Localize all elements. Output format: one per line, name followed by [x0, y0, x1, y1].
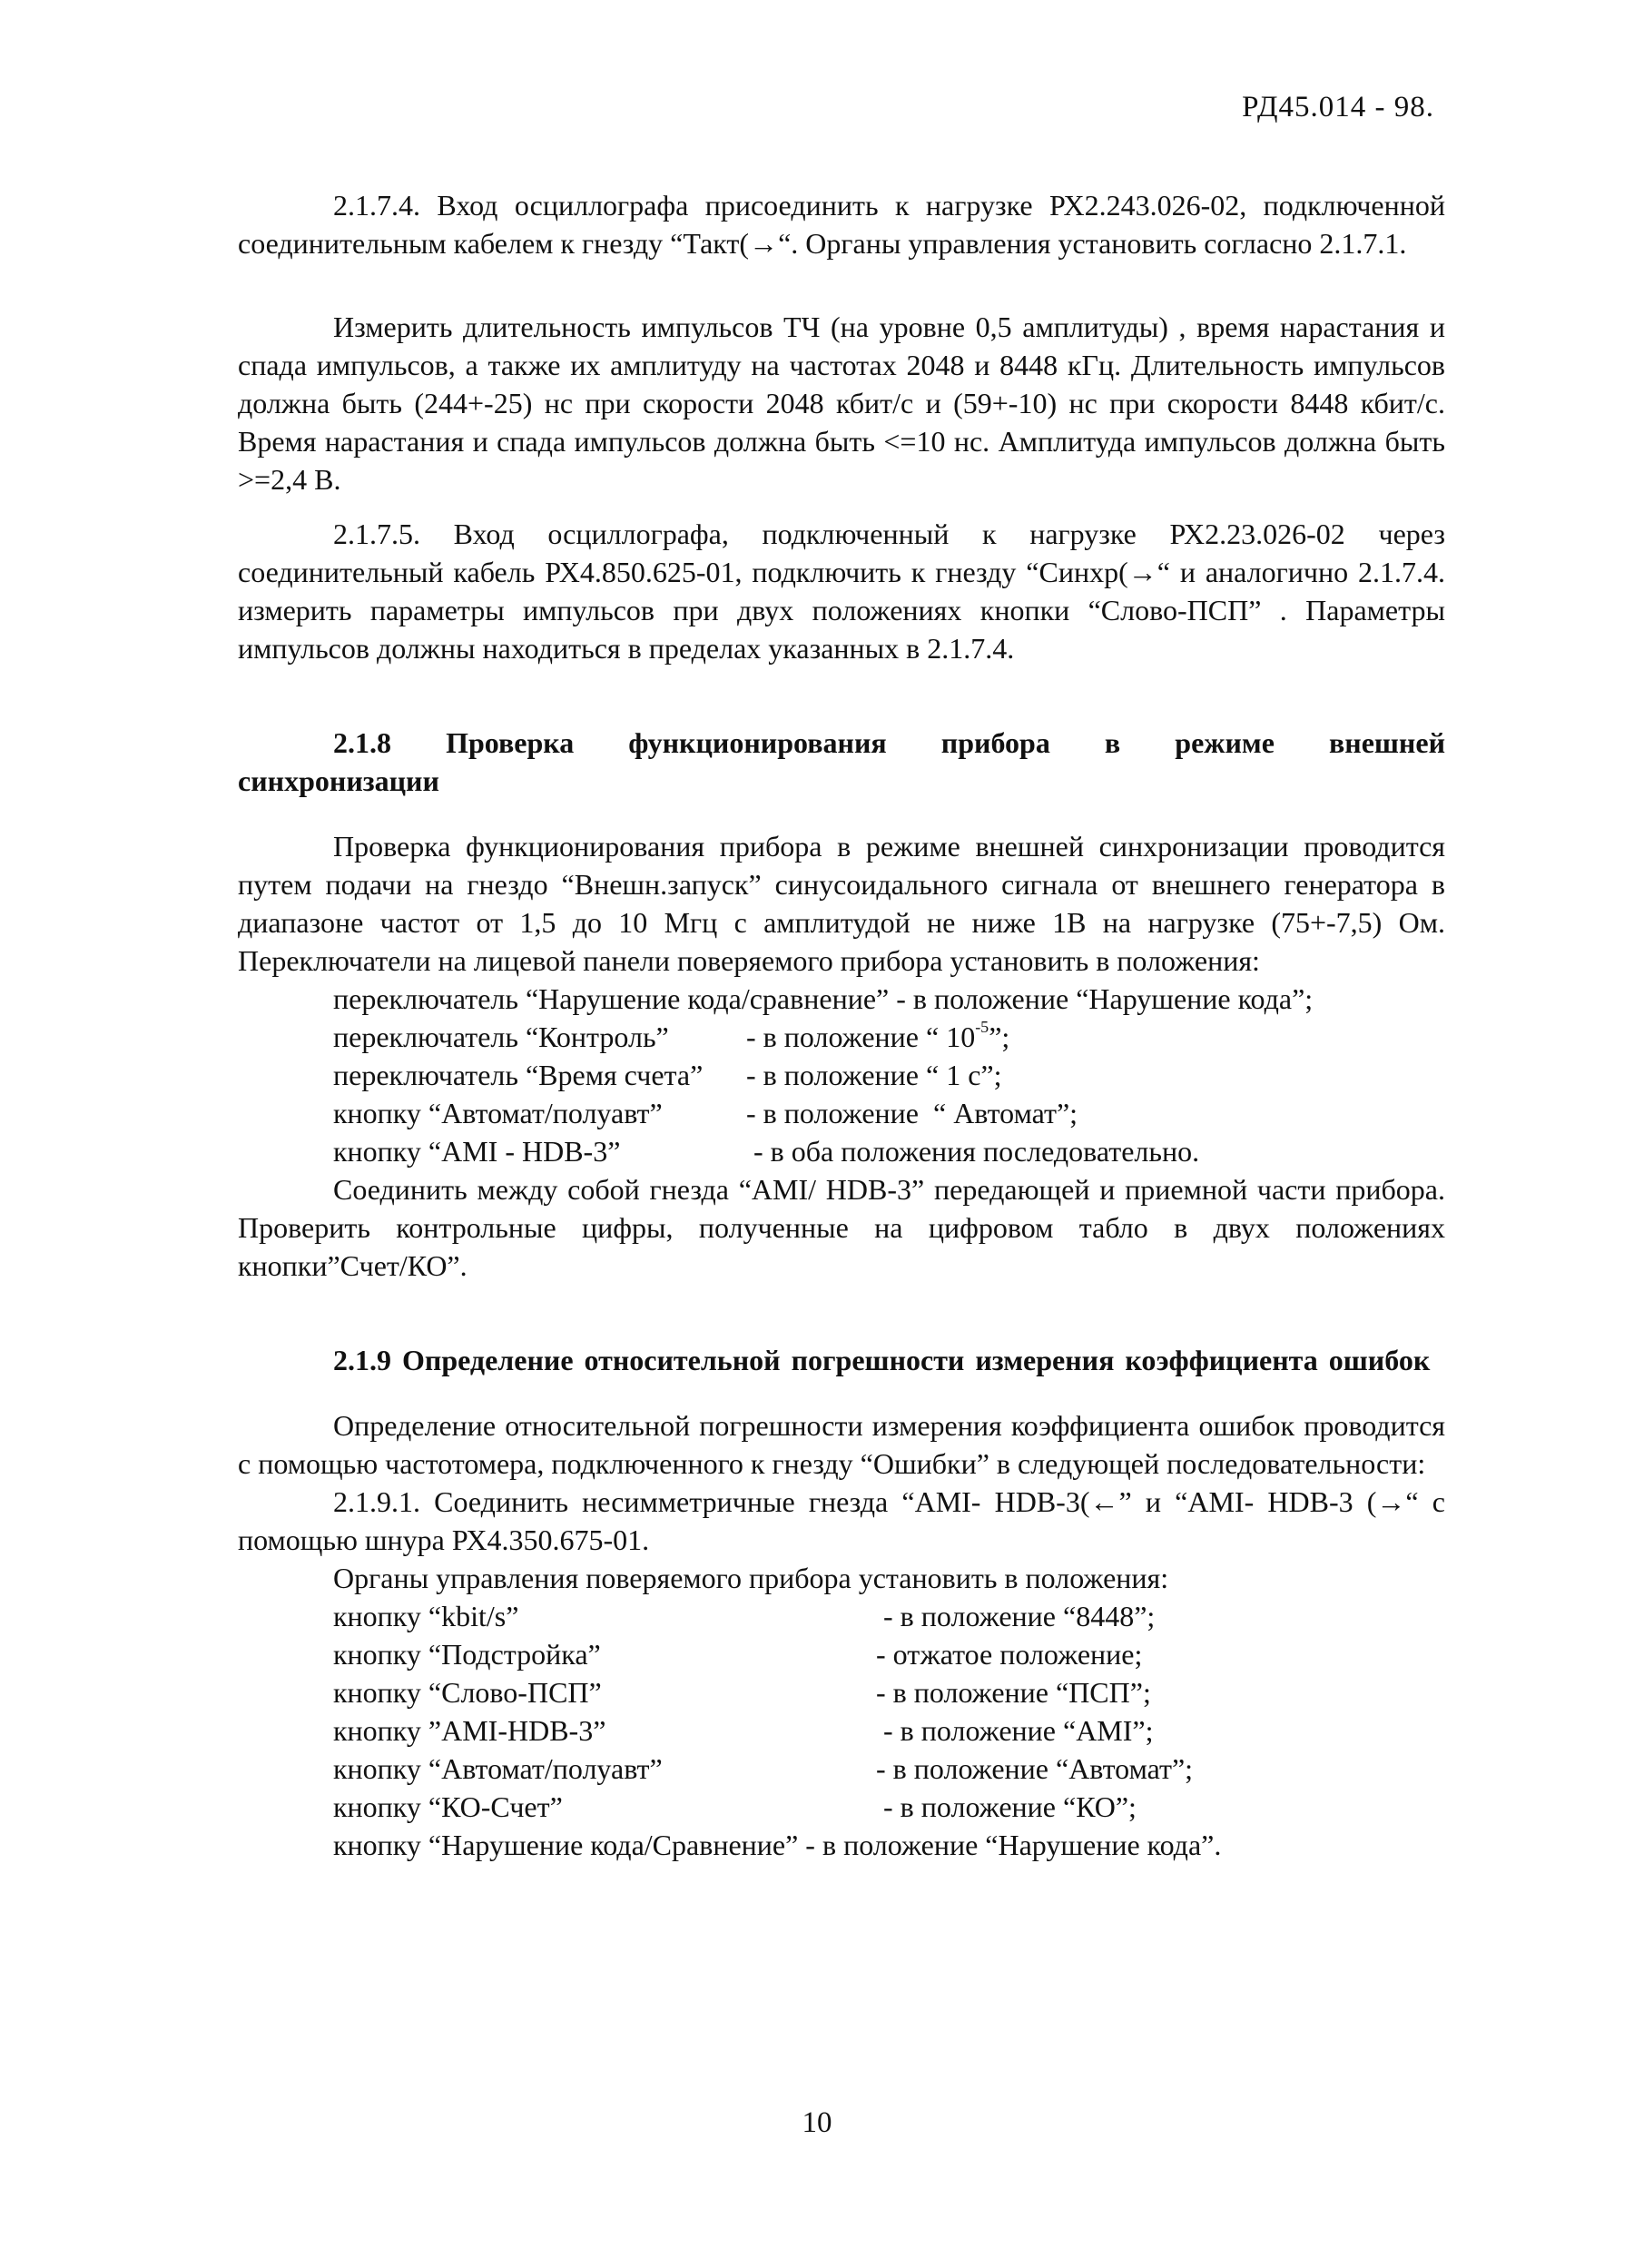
page-number: 10 — [802, 2106, 832, 2139]
setting-value: - в положение “Нарушение кода”. — [798, 1829, 1222, 1861]
setting-control: кнопку “Слово-ПСП” — [333, 1676, 602, 1709]
setting-value: - в положение “ 1 с”; — [746, 1059, 1002, 1091]
settings-row — [333, 1711, 1445, 1750]
settings-row — [333, 1056, 1445, 1094]
paragraph-218: Проверка функционирования прибора в режиме внешней синхронизации проводится путем подачи на гнездо “Внешн.запуск” синусоидального сигнала от внешнего генератора в диапазоне частот от 1,5 до 10 Мгц с амплитудой не ниже 1В на нагрузке (75+-7,5) Ом. Переключатели на лицевой панели поверяемого прибора установить в положения: — [238, 830, 1445, 977]
section-heading-219: 2.1.9 Определение относительной погрешности измерения коэффициента ошибок — [333, 1344, 1431, 1376]
paragraph-2174: 2.1.7.4. Вход осциллографа присоединить к нагрузке РХ2.243.026-02, подключенной соединительным кабелем к гнезду “Такт(→“. Органы управления установить согласно 2.1.7.1. — [238, 189, 1445, 260]
paragraph-2174-measure: Измерить длительность импульсов ТЧ (на уровне 0,5 амплитуды) , время нарастания и спада импульсов, а также их амплитуду на частотах 2048 и 8448 кГц. Длительность импульсов должна быть (244+-25) нс при скорости 2048 кбит/с и (59+-10) нс при скорости 8448 кбит/с. Время нарастания и спада импульсов должна быть <=10 нс. Амплитуда импульсов должна быть >=2,4 В. — [238, 311, 1445, 496]
paragraph-219-controls: Органы управления поверяемого прибора установить в положения: — [333, 1562, 1169, 1594]
setting-value: - в положение “8448”; — [869, 1600, 1156, 1632]
setting-value: - отжатое положение; — [869, 1638, 1143, 1671]
setting-value: - в положение “AMI”; — [869, 1714, 1154, 1747]
settings-row — [333, 1750, 1445, 1788]
settings-row — [333, 1018, 1445, 1056]
settings-row — [333, 1788, 1445, 1826]
exponent: -5 — [975, 1018, 989, 1037]
setting-control: кнопку “kbit/s” — [333, 1600, 519, 1632]
setting-control: кнопку “Подстройка” — [333, 1638, 601, 1671]
settings-row — [333, 980, 1445, 1018]
setting-control: кнопку ”AMI-HDB-3” — [333, 1714, 606, 1747]
setting-value-tail: ”; — [989, 1021, 1010, 1053]
setting-control: кнопку “Автомат/полуавт” — [333, 1752, 663, 1785]
setting-control: кнопку “КО-Счет” — [333, 1790, 563, 1823]
setting-value-text: - в положение “ 10 — [746, 1021, 976, 1053]
settings-row — [333, 1132, 1445, 1170]
setting-value: - в положение “ Автомат”; — [746, 1097, 1078, 1129]
document-code: РД45.014 - 98. — [1242, 91, 1434, 123]
setting-value: - в положение “Нарушение кода”; — [889, 982, 1314, 1015]
paragraph-219: Определение относительной погрешности измерения коэффициента ошибок проводится с помощью частотомера, подключенного к гнезду “Ошибки” в следующей последовательности: — [238, 1409, 1445, 1480]
setting-control: переключатель “Контроль” — [333, 1021, 669, 1053]
setting-value — [746, 1018, 1009, 1056]
settings-row — [333, 1597, 1445, 1635]
setting-control: кнопку “AMI - HDB-3” — [333, 1135, 621, 1168]
paragraph-2191: 2.1.9.1. Соединить несимметричные гнезда “AMI- HDB-3(←” и “AMI- HDB-3 (→“ с помощью шнура РХ4.350.675-01. — [238, 1485, 1445, 1556]
settings-row — [333, 1094, 1445, 1132]
settings-row — [333, 1673, 1445, 1711]
paragraph-2175: 2.1.7.5. Вход осциллографа, подключенный к нагрузке РХ2.23.026-02 через соединительный кабель РХ4.850.625-01, подключить к гнезду “Синхр(→“ и аналогично 2.1.7.4. измерить параметры импульсов при двух положениях кнопки “Слово-ПСП” . Параметры импульсов должны находиться в пределах указанных в 2.1.7.4. — [238, 518, 1445, 665]
setting-control: переключатель “Нарушение кода/сравнение” — [333, 982, 890, 1015]
setting-value: - в положение “КО”; — [869, 1790, 1137, 1823]
setting-control: кнопку “Нарушение кода/Сравнение” — [333, 1829, 799, 1861]
document-body — [238, 186, 1445, 1864]
settings-list-218 — [333, 980, 1445, 1170]
setting-control: переключатель “Время счета” — [333, 1059, 704, 1091]
setting-control: кнопку “Автомат/полуавт” — [333, 1097, 663, 1129]
paragraph-218-connect: Соединить между собой гнезда “AMI/ HDB-3” передающей и приемной части прибора. Проверить контрольные цифры, полученные на цифровом табло в двух положениях кнопки”Счет/КО”. — [238, 1173, 1445, 1282]
settings-row — [333, 1826, 1445, 1864]
setting-value: - в положение “Автомат”; — [869, 1752, 1194, 1785]
settings-row — [333, 1635, 1445, 1673]
setting-value: - в положение “ПСП”; — [869, 1676, 1151, 1709]
setting-value: - в оба положения последовательно. — [746, 1135, 1200, 1168]
settings-list-219 — [333, 1597, 1445, 1864]
section-heading-218: 2.1.8 Проверка функционирования прибора в режиме внешней синхронизации — [238, 726, 1445, 797]
